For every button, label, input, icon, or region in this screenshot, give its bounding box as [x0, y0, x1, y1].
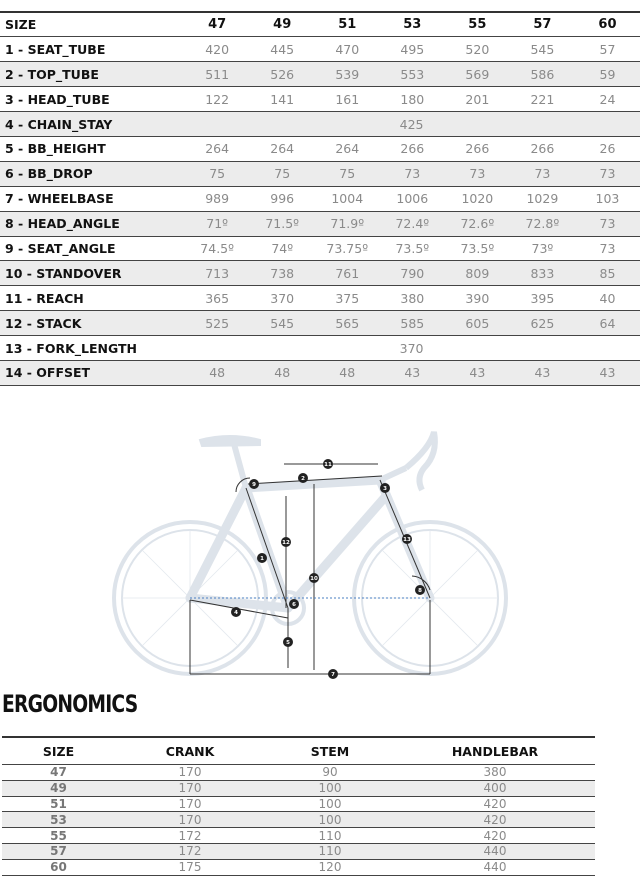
geometry-header-row	[0, 12, 640, 37]
dimension-marker-label: 5	[286, 640, 290, 647]
geometry-cell: 1020	[445, 186, 510, 211]
geometry-cell: 625	[510, 311, 575, 336]
geometry-row-label: 13 - FORK_LENGTH	[0, 336, 185, 361]
geometry-cell: 545	[510, 37, 575, 62]
ergonomics-cell: 170	[115, 780, 265, 796]
geometry-row	[0, 161, 640, 186]
geometry-row-label: 10 - STANDOVER	[0, 261, 185, 286]
dimension-marker-label: 7	[331, 672, 335, 679]
geometry-row	[0, 37, 640, 62]
geometry-cell: 989	[185, 186, 250, 211]
geometry-cell: 380	[380, 286, 445, 311]
geometry-cell: 72.8º	[510, 211, 575, 236]
dimension-marker-6	[289, 599, 299, 609]
geometry-header-size-49: 49	[250, 12, 315, 37]
geometry-cell: 64	[575, 311, 640, 336]
ergonomics-header-handlebar: HANDLEBAR	[395, 737, 595, 765]
ergonomics-header-crank: CRANK	[115, 737, 265, 765]
geometry-cell: 569	[445, 62, 510, 87]
geometry-cell: 73	[510, 161, 575, 186]
ergonomics-size-cell: 47	[2, 765, 115, 781]
geometry-cell: 73	[445, 161, 510, 186]
geometry-row-label: 14 - OFFSET	[0, 360, 185, 385]
geometry-cell: 445	[250, 37, 315, 62]
geometry-cell: 539	[315, 62, 380, 87]
bike-frame	[190, 480, 430, 608]
geometry-row	[0, 236, 640, 261]
geometry-cell: 495	[380, 37, 445, 62]
dimension-marker-label: 4	[234, 610, 238, 617]
geometry-cell: 180	[380, 87, 445, 112]
geometry-row-label: 4 - CHAIN_STAY	[0, 112, 185, 137]
ergonomics-cell: 110	[265, 843, 395, 859]
geometry-cell: 266	[445, 136, 510, 161]
geometry-cell: 73	[380, 161, 445, 186]
geometry-cell: 1029	[510, 186, 575, 211]
ergonomics-header-size: SIZE	[2, 737, 115, 765]
geometry-cell: 72.4º	[380, 211, 445, 236]
geometry-cell: 713	[185, 261, 250, 286]
geometry-cell: 201	[445, 87, 510, 112]
ergonomics-cell: 420	[395, 812, 595, 828]
geometry-cell: 996	[250, 186, 315, 211]
dimension-marker-label: 8	[418, 588, 422, 595]
ergonomics-cell: 170	[115, 765, 265, 781]
geometry-row	[0, 87, 640, 112]
ergonomics-cell: 170	[115, 796, 265, 812]
ergonomics-header-stem: STEM	[265, 737, 395, 765]
ergonomics-size-cell: 53	[2, 812, 115, 828]
geometry-merged-value: 425	[185, 112, 640, 137]
geometry-cell: 221	[510, 87, 575, 112]
ergonomics-size-cell: 49	[2, 780, 115, 796]
geometry-cell: 73.75º	[315, 236, 380, 261]
geometry-cell: 520	[445, 37, 510, 62]
geometry-cell: 390	[445, 286, 510, 311]
dimension-lines	[190, 464, 430, 674]
ergonomics-row	[2, 812, 595, 828]
geometry-cell: 833	[510, 261, 575, 286]
geometry-cell: 26	[575, 136, 640, 161]
geometry-cell: 365	[185, 286, 250, 311]
ergonomics-cell: 380	[395, 765, 595, 781]
geometry-cell: 122	[185, 87, 250, 112]
geometry-table	[0, 11, 640, 386]
geometry-cell: 375	[315, 286, 380, 311]
geometry-row	[0, 62, 640, 87]
dimension-marker-12	[281, 537, 291, 547]
bike-silhouette	[114, 432, 506, 674]
dimension-marker-1	[257, 553, 267, 563]
ergonomics-cell: 170	[115, 812, 265, 828]
geometry-cell: 71.5º	[250, 211, 315, 236]
dimension-marker-5	[283, 637, 293, 647]
geometry-cell: 553	[380, 62, 445, 87]
ergonomics-cell: 420	[395, 828, 595, 844]
ergonomics-row	[2, 859, 595, 875]
geometry-header-size-60: 60	[575, 12, 640, 37]
geometry-cell: 586	[510, 62, 575, 87]
ergonomics-cell: 120	[265, 859, 395, 875]
geometry-row-label: 3 - HEAD_TUBE	[0, 87, 185, 112]
geometry-cell: 141	[250, 87, 315, 112]
geometry-row	[0, 186, 640, 211]
geometry-row	[0, 112, 640, 137]
geometry-cell: 74º	[250, 236, 315, 261]
geometry-table-container	[0, 11, 620, 386]
dimension-marker-label: 12	[282, 540, 290, 547]
geometry-cell: 71º	[185, 211, 250, 236]
ergonomics-cell: 100	[265, 780, 395, 796]
geometry-cell: 48	[315, 360, 380, 385]
geometry-row	[0, 211, 640, 236]
ergonomics-row	[2, 765, 595, 781]
dimension-marker-10	[309, 573, 319, 583]
dimension-marker-13	[402, 534, 412, 544]
geometry-header-size-57: 57	[510, 12, 575, 37]
geometry-merged-value: 370	[185, 336, 640, 361]
geometry-cell: 75	[185, 161, 250, 186]
geometry-cell: 809	[445, 261, 510, 286]
geometry-row-label: 12 - STACK	[0, 311, 185, 336]
ergonomics-size-cell: 57	[2, 843, 115, 859]
handlebar	[406, 432, 435, 490]
geometry-row-label: 6 - BB_DROP	[0, 161, 185, 186]
bike-geometry-diagram	[100, 418, 520, 686]
geometry-cell: 585	[380, 311, 445, 336]
ergonomics-size-cell: 51	[2, 796, 115, 812]
geometry-cell: 43	[445, 360, 510, 385]
dimension-marker-label: 11	[324, 462, 332, 469]
geometry-cell: 24	[575, 87, 640, 112]
ergonomics-cell: 400	[395, 780, 595, 796]
geometry-row-label: 7 - WHEELBASE	[0, 186, 185, 211]
geometry-cell: 43	[510, 360, 575, 385]
geometry-row	[0, 360, 640, 385]
ergonomics-row	[2, 796, 595, 812]
dimension-marker-label: 6	[292, 602, 296, 609]
seatpost	[234, 444, 246, 488]
dimension-marker-label: 13	[403, 537, 411, 544]
dimension-marker-label: 1	[260, 556, 264, 563]
geometry-cell: 43	[380, 360, 445, 385]
geometry-cell: 75	[315, 161, 380, 186]
ergonomics-cell: 172	[115, 828, 265, 844]
geometry-row	[0, 311, 640, 336]
geometry-cell: 545	[250, 311, 315, 336]
dimension-marker-7	[328, 669, 338, 679]
geometry-cell: 72.6º	[445, 211, 510, 236]
dimension-marker-4	[231, 607, 241, 617]
ergonomics-row	[2, 843, 595, 859]
geometry-row	[0, 136, 640, 161]
geometry-row-label: 1 - SEAT_TUBE	[0, 37, 185, 62]
ergonomics-header-row	[2, 737, 595, 765]
geometry-cell: 738	[250, 261, 315, 286]
ergonomics-size-cell: 55	[2, 828, 115, 844]
geometry-cell: 525	[185, 311, 250, 336]
geometry-row	[0, 286, 640, 311]
dimension-marker-2	[298, 473, 308, 483]
geometry-cell: 85	[575, 261, 640, 286]
geometry-row-label: 5 - BB_HEIGHT	[0, 136, 185, 161]
dimension-marker-label: 3	[383, 486, 387, 493]
geometry-cell: 48	[185, 360, 250, 385]
geometry-cell: 73º	[510, 236, 575, 261]
geometry-cell: 73.5º	[380, 236, 445, 261]
geometry-cell: 565	[315, 311, 380, 336]
geometry-row-label: 9 - SEAT_ANGLE	[0, 236, 185, 261]
dimension-marker-9	[249, 479, 259, 489]
ergonomics-cell: 90	[265, 765, 395, 781]
ergonomics-table-container	[2, 736, 595, 876]
geometry-cell: 74.5º	[185, 236, 250, 261]
ergonomics-cell: 100	[265, 812, 395, 828]
ergonomics-cell: 175	[115, 859, 265, 875]
geometry-cell: 75	[250, 161, 315, 186]
geometry-cell: 73	[575, 236, 640, 261]
geometry-cell: 790	[380, 261, 445, 286]
ergonomics-size-cell: 60	[2, 859, 115, 875]
ergonomics-table	[2, 736, 595, 876]
geometry-cell: 57	[575, 37, 640, 62]
ergonomics-cell: 110	[265, 828, 395, 844]
geometry-header-size-53: 53	[380, 12, 445, 37]
geometry-row	[0, 261, 640, 286]
geometry-cell: 420	[185, 37, 250, 62]
dimension-marker-11	[323, 459, 333, 469]
geometry-cell: 1006	[380, 186, 445, 211]
dimension-marker-8	[415, 585, 425, 595]
geometry-cell: 470	[315, 37, 380, 62]
ergonomics-row	[2, 780, 595, 796]
geometry-cell: 161	[315, 87, 380, 112]
geometry-header-size-47: 47	[185, 12, 250, 37]
geometry-row-label: 8 - HEAD_ANGLE	[0, 211, 185, 236]
stem	[380, 468, 406, 480]
geometry-cell: 264	[315, 136, 380, 161]
geometry-cell: 1004	[315, 186, 380, 211]
geometry-row-label: 11 - REACH	[0, 286, 185, 311]
geometry-cell: 103	[575, 186, 640, 211]
saddle	[200, 436, 260, 446]
geometry-header-size: SIZE	[0, 12, 185, 37]
geometry-cell: 526	[250, 62, 315, 87]
geometry-header-size-51: 51	[315, 12, 380, 37]
ergonomics-cell: 100	[265, 796, 395, 812]
ergonomics-cell: 440	[395, 843, 595, 859]
geometry-cell: 73	[575, 211, 640, 236]
dimension-marker-label: 10	[310, 576, 318, 583]
geometry-cell: 264	[250, 136, 315, 161]
dimension-marker-3	[380, 483, 390, 493]
geometry-row-label: 2 - TOP_TUBE	[0, 62, 185, 87]
geometry-cell: 605	[445, 311, 510, 336]
geometry-cell: 761	[315, 261, 380, 286]
geometry-cell: 511	[185, 62, 250, 87]
geometry-cell: 73.5º	[445, 236, 510, 261]
geometry-cell: 73	[575, 161, 640, 186]
geometry-cell: 264	[185, 136, 250, 161]
ergonomics-row	[2, 828, 595, 844]
geometry-cell: 370	[250, 286, 315, 311]
geometry-cell: 71.9º	[315, 211, 380, 236]
geometry-row	[0, 336, 640, 361]
ergonomics-cell: 420	[395, 796, 595, 812]
ergonomics-cell: 172	[115, 843, 265, 859]
geometry-cell: 59	[575, 62, 640, 87]
geometry-cell: 395	[510, 286, 575, 311]
geometry-cell: 43	[575, 360, 640, 385]
ergonomics-title: ERGONOMICS	[2, 690, 138, 718]
geometry-cell: 266	[510, 136, 575, 161]
ergonomics-cell: 440	[395, 859, 595, 875]
geometry-cell: 266	[380, 136, 445, 161]
geometry-header-size-55: 55	[445, 12, 510, 37]
geometry-cell: 48	[250, 360, 315, 385]
geometry-cell: 40	[575, 286, 640, 311]
dimension-marker-label: 9	[252, 482, 256, 489]
dimension-marker-label: 2	[301, 476, 305, 483]
